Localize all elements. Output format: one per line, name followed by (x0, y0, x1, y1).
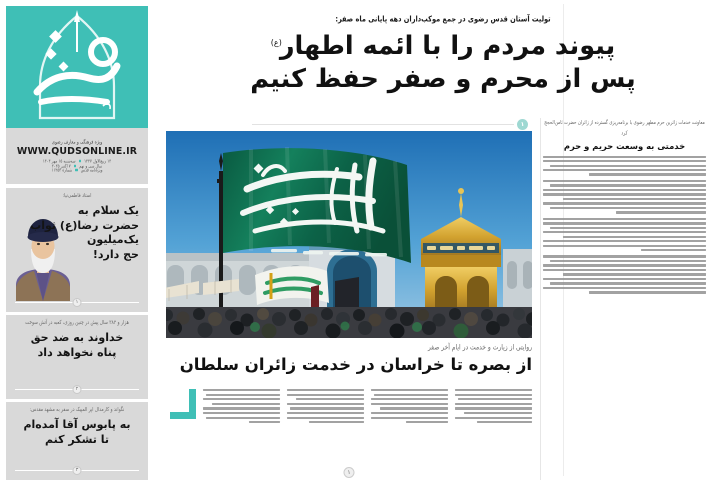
left-article-kicker: معاونت خدمات زائرین حرم مطهر رضوی با برنامه‌ریزی گسترده از زائران حضرت ثامن‌الحجج کرد (544, 118, 705, 136)
content-columns (166, 118, 712, 480)
teaser-headline (13, 331, 141, 360)
dateline-dot-icon (79, 159, 82, 162)
story-text-column (371, 387, 448, 480)
photo-page-badge[interactable]: ۱ (517, 119, 528, 130)
left-article-title: خدمتی به وسعت حریم و حرم (563, 140, 686, 151)
rawaq-logo-icon (6, 6, 148, 128)
main-content (156, 0, 720, 480)
left-article-body (543, 156, 706, 294)
dateline-right: شماره ۱۱۲۵۴ (51, 167, 73, 173)
teaser-headline-line: یک‌میلیون (87, 233, 139, 247)
qods-rawaq-logo[interactable] (6, 6, 148, 128)
lead-story-column (166, 118, 540, 480)
shrine-photo-illustration (166, 131, 532, 338)
left-article-column (540, 118, 712, 480)
teaser-headline-line: خداوند به ضد حق (30, 331, 124, 345)
dateline-left: ۱۴ ربیع‌الاول ۱۴۴۷ (84, 158, 112, 164)
secondary-story-head (166, 338, 532, 382)
dateline-dot-icon (75, 168, 78, 171)
teaser-page-badge[interactable]: ۱ (73, 298, 82, 307)
sidebar-teaser-2[interactable] (6, 315, 148, 399)
dateline-right: سه‌شنبه ۱۵ مهر ۱۴۰۴ (42, 158, 76, 164)
masthead-rail (0, 0, 156, 480)
photo-badge-rule (252, 124, 514, 125)
story-text-column (203, 387, 280, 480)
teaser-headline (13, 204, 141, 262)
teaser-headline-line: به پابوس آقا آمده‌ام (23, 418, 131, 432)
teaser-headline-line: یک سلام به (77, 204, 139, 218)
lead-headline-text-1: پیوند مردم را با ائمه اطهار (279, 31, 616, 61)
teaser-headline-line: حضرت رضا(ع) ثواب (30, 218, 139, 232)
secondary-story-kicker: روایتی از زیارت و خدمت در ایام آخر صفر (427, 343, 532, 352)
secondary-story-columns (166, 382, 532, 480)
dateline-right: ۷ اکتبر ۲۰۲۵ (51, 162, 71, 169)
teaser-headline-line: تا تشکر کنم (45, 432, 109, 446)
photo-badge-row (166, 118, 532, 131)
dateline-left: سال سی و نهم (79, 162, 103, 169)
teaser-kicker: استاد فاطمی‌نیا: (62, 193, 92, 200)
story-text-column (287, 387, 364, 480)
masthead-dateline (43, 159, 111, 172)
teaser-kicker: نگواند و کارمدال اپر المپیک در سفر به مشهد مقدس: (29, 407, 125, 414)
teaser-headline-line: حج دارد! (92, 247, 139, 261)
body-paragraph (543, 156, 706, 176)
dateline-left: ویژه‌نامه قدس (80, 167, 103, 173)
teaser-headline (13, 418, 141, 447)
dateline-row (52, 167, 103, 172)
teaser-headline-line: پناه نخواهد داد (37, 345, 117, 359)
lead-headline-line-2: پس از محرم و صفر حفظ کنیم (250, 64, 636, 95)
sidebar-teaser-1[interactable] (6, 188, 148, 312)
masthead-tagline: ویژه فرهنگی و معارف رضوی (51, 138, 103, 145)
lead-headline-line-1 (174, 30, 712, 63)
masthead-info-panel (6, 128, 148, 184)
lead-headline-block (166, 6, 712, 118)
masthead-website-url[interactable]: WWW.QUDSONLINE.IR (16, 146, 138, 157)
shrine-crowd-flag-photo (166, 131, 532, 338)
body-paragraph (543, 255, 706, 293)
sidebar-teaser-3[interactable] (6, 402, 148, 480)
footer-page-badge[interactable]: ۱ (344, 467, 355, 478)
teaser-page-badge[interactable]: ۲ (73, 385, 82, 394)
dropcap-mark-icon (170, 389, 196, 419)
body-paragraph (543, 180, 706, 214)
story-text-column (455, 387, 532, 480)
teaser-kicker: هزار و ۳۸۲ سال پیش در چنین روزی، کعبه در آتش سوخت (25, 320, 129, 327)
lead-headline (174, 30, 712, 96)
lead-overline: تولیت آستان قدس رضوی در جمع موکب‌داران دهه پایانی ماه صفر: (335, 14, 551, 24)
story-dropcap (166, 387, 196, 480)
body-paragraph (543, 218, 706, 252)
secondary-story-headline: از بصره تا خراسان در خدمت زائران سلطان (179, 355, 532, 374)
lead-headline-honorific: (ع) (270, 37, 282, 47)
teaser-page-badge[interactable]: ۳ (73, 466, 82, 475)
